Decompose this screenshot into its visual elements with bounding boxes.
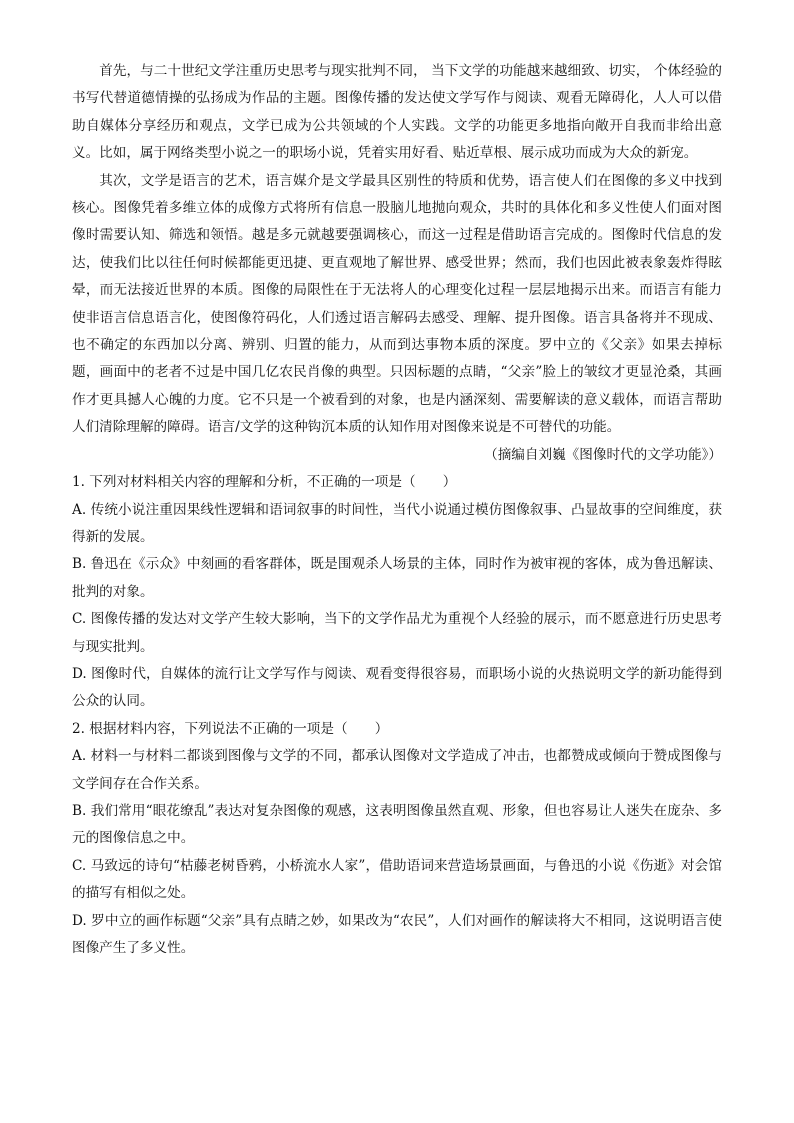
document-page — [72, 58, 722, 962]
passage-paragraph-2: 其次，文学是语言的艺术，语言媒介是文学最具区别性的特质和优势，语言使人们在图像的多义中找到核心。图像凭着多维立体的成像方式将所有信息一股脑儿地抛向观众，共时的具体化和多义性使人们面对图像时需要认知、筛选和领悟。越是多元就越要强调核心，而这一过程是借助语言完成的。图像时代信息的发达，使我们比以往任何时候都能更迅捷、更直观地了解世界、感受世界；然而，我们也因此被表象轰炸得眩晕，而无法接近世界的本质。图像的局限性在于无法将人的心理变化过程一层层地揭示出来。而语言有能力使非语言信息语言化，使图像符码化，人们透过语言解码去感受、理解、提升图像。语言具备将并不现成、也不确定的东西加以分离、辨别、归置的能力，从而到达事物本质的深度。罗中立的《父亲》如果去掉标题，画面中的老者不过是中国几亿农民肖像的典型。只因标题的点睛，“父亲”脸上的皱纹才更显沧桑，其画作才更具撼人心魄的力度。它不只是一个被看到的对象，也是内涵深刻、需要解读的意义载体，而语言帮助人们清除理解的障碍。语言/文学的这种钩沉本质的认知作用对图像来说是不可替代的功能。 — [72, 172, 722, 436]
question-2-option-b: B. 我们常用“眼花缭乱”表达对复杂图像的观感，这表明图像虽然直观、形象，但也容易让人迷失在庞杂、多元的图像信息之中。 — [72, 802, 722, 847]
question-1 — [72, 469, 722, 716]
question-2-stem: 2. 根据材料内容，下列说法不正确的一项是（ ） — [72, 720, 389, 737]
passage-source: （摘编自刘巍《图像时代的文学功能》） — [484, 446, 722, 463]
question-2-option-a: A. 材料一与材料二都谈到图像与文学的不同，都承认图像对文学造成了冲击，也都赞成或倾向于赞成图像与文学间存在合作关系。 — [72, 748, 722, 792]
passage-paragraph-1: 首先，与二十世纪文学注重历史思考与现实批判不同， 当下文学的功能越来越细致、切实， 个体经验的书写代替道德情操的弘扬成为作品的主题。图像传播的发达使文学写作与阅读、观看无障碍化，人人可以借助自媒体分享经历和观点，文学已成为公共领域的个人实践。文学的功能更多地指向敞开自我而非给出意义。比如，属于网络类型小说之一的职场小说，凭着实用好看、贴近草根、展示成功而成为大众的新宠。 — [72, 63, 722, 162]
question-1-option-b: B. 鲁迅在《示众》中刻画的看客群体，既是围观杀人场景的主体，同时作为被审视的客体，成为鲁迅解读、批判的对象。 — [72, 556, 722, 600]
question-2-option-c: C. 马致远的诗句“枯藤老树昏鸦，小桥流水人家”，借助语词来营造场景画面，与鲁迅的小说《伤逝》对会馆的描写有相似之处。 — [72, 857, 722, 902]
question-1-option-d: D. 图像时代，自媒体的流行让文学写作与阅读、观看变得很容易，而职场小说的火热说明文学的新功能得到公众的认同。 — [72, 665, 722, 710]
question-2 — [72, 716, 722, 963]
question-1-option-a: A. 传统小说注重因果线性逻辑和语词叙事的时间性，当代小说通过模仿图像叙事、凸显故事的空间维度，获得新的发展。 — [72, 501, 722, 545]
question-2-option-d: D. 罗中立的画作标题“父亲”具有点睛之妙，如果改为“农民”，人们对画作的解读将大不相同，这说明语言使图像产生了多义性。 — [72, 912, 722, 956]
question-1-option-c: C. 图像传播的发达对文学产生较大影响，当下的文学作品尤为重视个人经验的展示，而不愿意进行历史思考与现实批判。 — [72, 611, 722, 655]
question-1-stem: 1. 下列对材料相关内容的理解和分析，不正确的一项是（ ） — [72, 474, 457, 491]
